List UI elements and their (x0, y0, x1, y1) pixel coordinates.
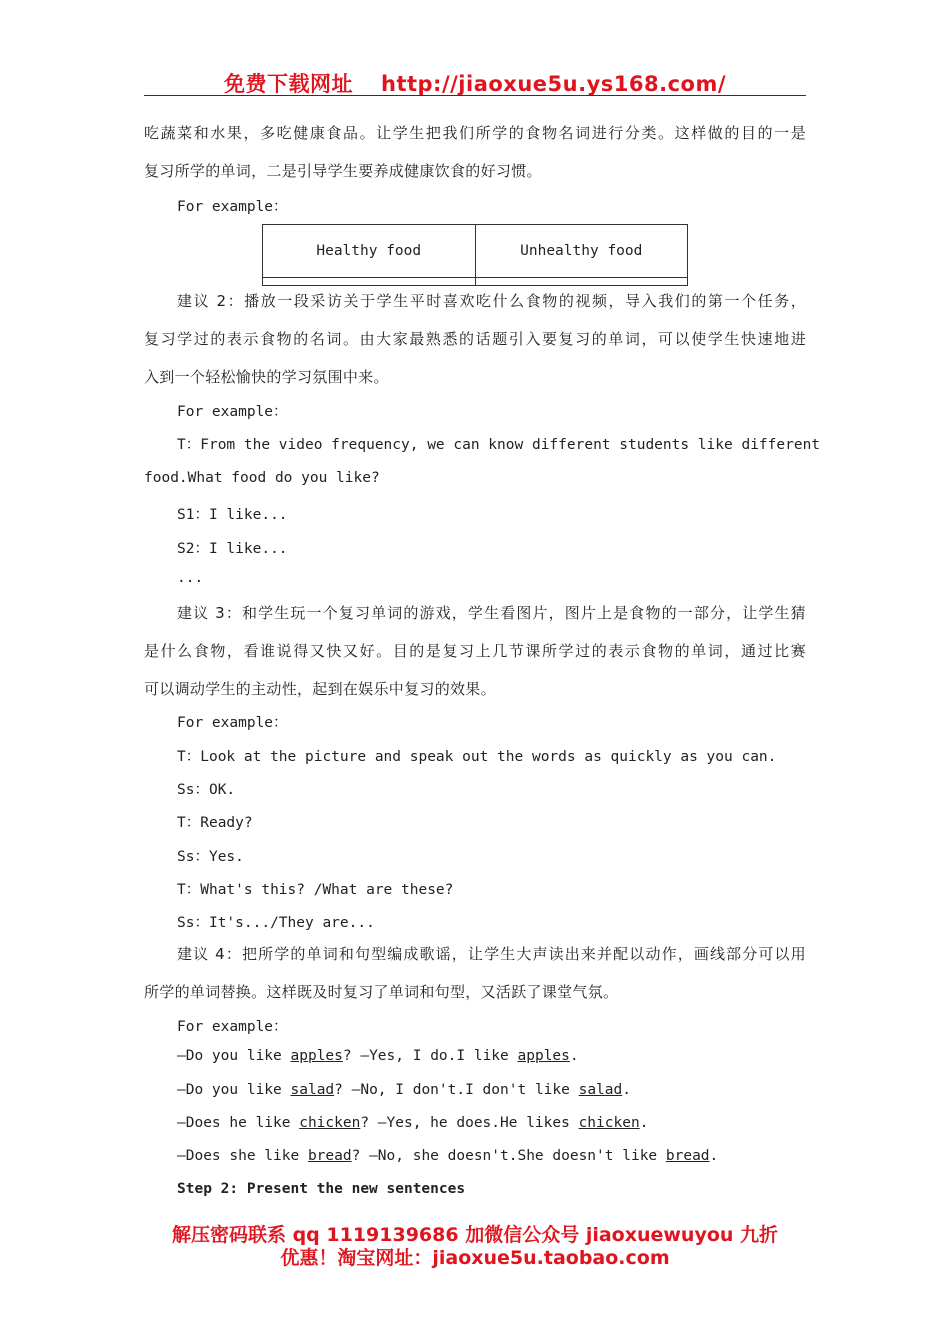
replaceable-word: bread (307, 1148, 352, 1164)
page-header (0, 68, 950, 98)
step-2-heading: Step 2: Present the new sentences (177, 1181, 466, 1197)
dialogue-line: T：What's this? /What are these? (177, 882, 454, 898)
suggestion-3-line-2: 是什么食物，看谁说得又快又好。目的是复习上几节课所学过的表示食物的单词，通过比赛 (144, 642, 806, 660)
replaceable-word: salad (290, 1082, 335, 1098)
for-example-label: For example： (177, 404, 288, 420)
dialogue-line: food.What food do you like? (144, 470, 380, 486)
for-example-label: For example： (177, 199, 288, 215)
table-header-healthy: Healthy food (263, 225, 476, 278)
suggestion-4-line-1: 建议 4：把所学的单词和句型编成歌谣，让学生大声读出来并配以动作，画线部分可以用 (177, 945, 806, 963)
replaceable-word: apples (290, 1048, 343, 1064)
replaceable-word: salad (578, 1082, 623, 1098)
chant-line: —Does he like chicken? —Yes, he does.He likes chicken. (177, 1115, 649, 1131)
for-example-label: For example： (177, 715, 288, 731)
suggestion-4-line-2: 所学的单词替换。这样既及时复习了单词和句型，又活跃了课堂气氛。 (144, 983, 619, 1001)
footer-line-2: 优惠！淘宝网址：jiaoxue5u.taobao.com (280, 1247, 670, 1269)
suggestion-3-line-1: 建议 3：和学生玩一个复习单词的游戏，学生看图片，图片上是食物的一部分，让学生猜 (177, 604, 806, 622)
dialogue-line: T：From the video frequency, we can know different students like different (177, 437, 821, 453)
intro-line-1: 吃蔬菜和水果，多吃健康食品。让学生把我们所学的食物名词进行分类。这样做的目的一是 (144, 124, 806, 142)
footer-line-1: 解压密码联系 qq 1119139686 加微信公众号 jiaoxuewuyou 九折 (171, 1224, 779, 1246)
header-divider (144, 95, 806, 96)
dialogue-line: T：Look at the picture and speak out the words as quickly as you can. (177, 749, 777, 765)
dialogue-ellipsis: ... (177, 570, 204, 586)
dialogue-line: S2：I like... (177, 541, 288, 557)
suggestion-2-line-2: 复习学过的表示食物的名词。由大家最熟悉的话题引入要复习的单词，可以使学生快速地进 (144, 330, 806, 348)
replaceable-word: chicken (299, 1115, 361, 1131)
dialogue-line: Ss：It's.../They are... (177, 915, 375, 931)
header-label: 免费下载网址 (224, 72, 353, 96)
replaceable-word: apples (517, 1048, 570, 1064)
header-url-link[interactable]: http://jiaoxue5u.ys168.com/ (381, 72, 726, 96)
chant-line: —Do you like salad? —No, I don't.I don't like salad. (177, 1082, 631, 1098)
dialogue-line: Ss：Yes. (177, 849, 244, 865)
intro-line-2: 复习所学的单词，二是引导学生要养成健康饮食的好习惯。 (144, 162, 542, 180)
replaceable-word: chicken (578, 1115, 640, 1131)
dialogue-line: T：Ready? (177, 815, 253, 831)
replaceable-word: bread (665, 1148, 710, 1164)
table-cell-empty (475, 277, 688, 285)
chant-line: —Do you like apples? —Yes, I do.I like apples. (177, 1048, 579, 1064)
food-classification-table (262, 224, 688, 286)
table-cell-empty (263, 277, 476, 285)
dialogue-line: Ss：OK. (177, 782, 236, 798)
table-header-unhealthy: Unhealthy food (475, 225, 688, 278)
suggestion-2-line-3: 入到一个轻松愉快的学习氛围中来。 (144, 368, 389, 386)
dialogue-line: S1：I like... (177, 507, 288, 523)
suggestion-2-line-1: 建议 2：播放一段采访关于学生平时喜欢吃什么食物的视频，导入我们的第一个任务， (177, 292, 806, 310)
chant-line: —Does she like bread? —No, she doesn't.She doesn't like bread. (177, 1148, 719, 1164)
for-example-label: For example： (177, 1019, 288, 1035)
suggestion-3-line-3: 可以调动学生的主动性，起到在娱乐中复习的效果。 (144, 680, 496, 698)
